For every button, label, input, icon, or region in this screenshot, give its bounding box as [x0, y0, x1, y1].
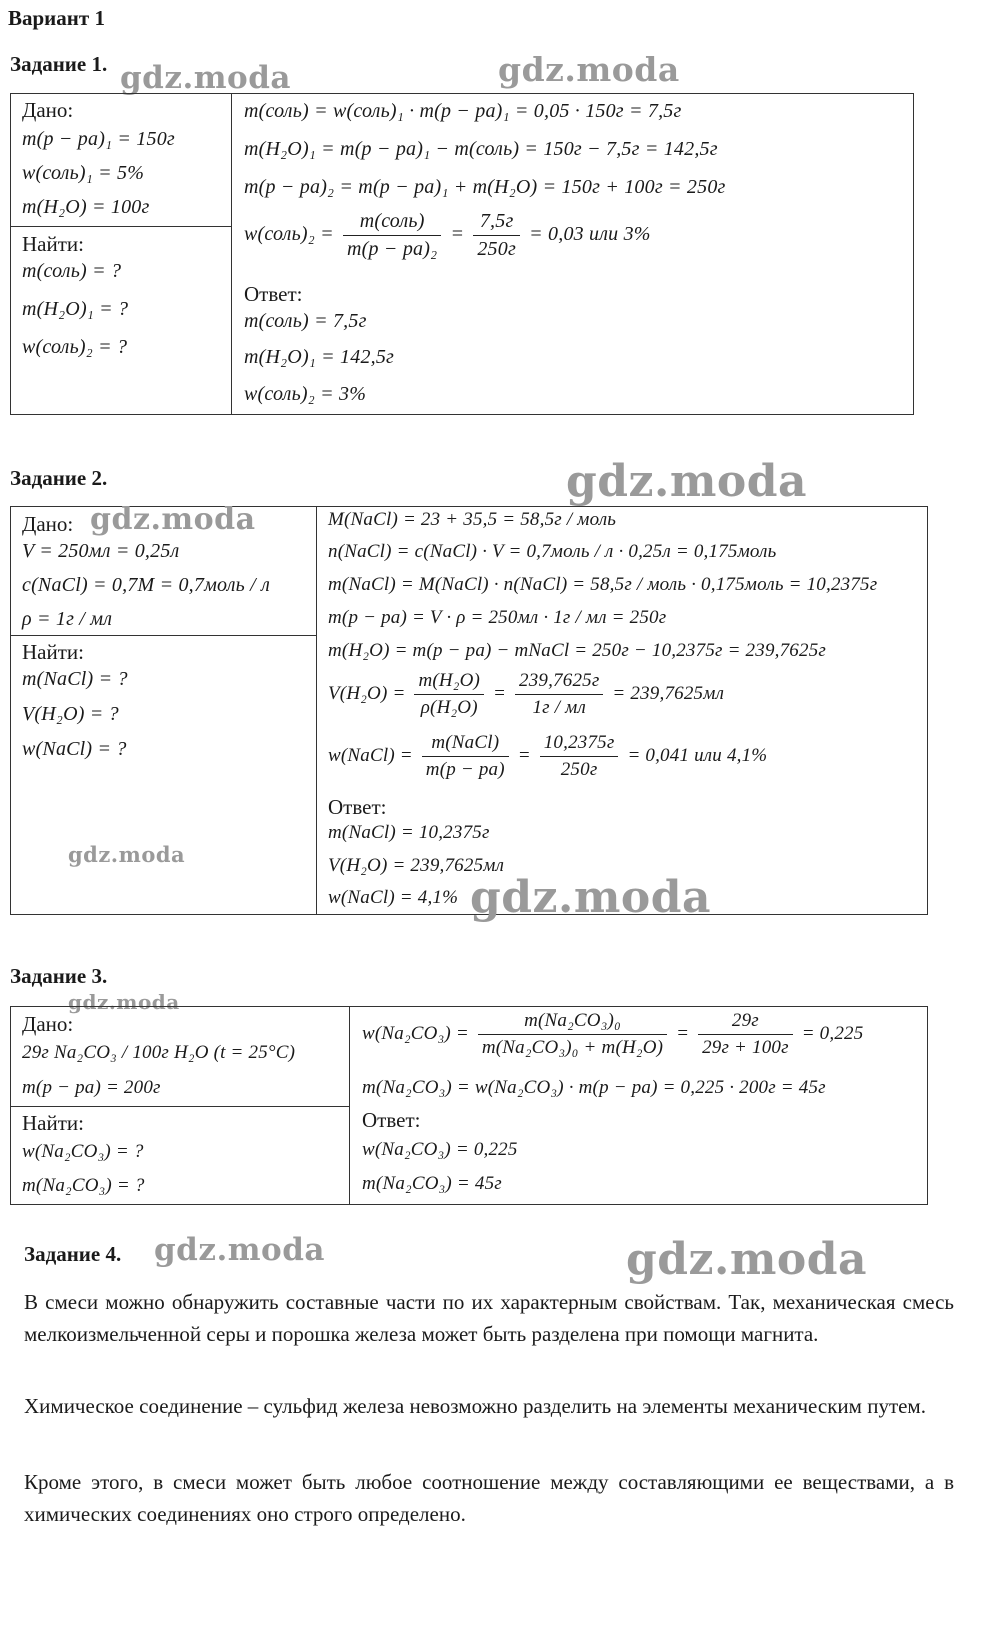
task4-paragraph: В смеси можно обнаружить составные части по их характерным свойствам. Так, механическая смесь мелкоизмельченной серы и порошка железа может быть разделена при помощи магнита.: [24, 1290, 954, 1346]
task3-find-item: w(Na₂CO₃) = ?: [22, 1141, 144, 1162]
task1-heading: Задание 1.: [10, 52, 108, 76]
task2-find-item: w(NaCl) = ?: [22, 738, 127, 760]
task2-find-item: V(H₂O) = ?: [22, 703, 119, 725]
task2-solution-line: n(NaCl) = c(NaCl) · V = 0,7моль / л · 0,25л = 0,175моль: [328, 541, 777, 562]
task1-given-label: Дано:: [22, 98, 74, 122]
task2-answer-label: Ответ:: [328, 795, 387, 819]
task2-solution-line: m(NaCl) = M(NaCl) · n(NaCl) = 58,5г / моль · 0,175моль = 10,2375г: [328, 574, 878, 595]
task3-answer-item: m(Na₂CO₃) = 45г: [362, 1173, 502, 1194]
task1-given-divider: [10, 226, 231, 227]
watermark: gdz.moda: [120, 60, 291, 96]
task4-paragraph: Кроме этого, в смеси может быть любое соотношение между составляющими ее веществами, а в химических соединениях оно строго определено.: [24, 1470, 954, 1526]
task2-given-item: ρ = 1г / мл: [22, 608, 113, 630]
task4-paragraph: Химическое соединение – сульфид железа невозможно разделить на элементы механическим путем.: [24, 1394, 926, 1418]
task2-given-divider: [10, 635, 316, 636]
task1-find-item: w(соль)₂ = ?: [22, 336, 128, 358]
task1-answer-item: w(соль)₂ = 3%: [244, 383, 367, 405]
task1-solution-line: m(H₂O)₁ = m(р − ра)₁ − m(соль) = 150г − 7,5г = 142,5г: [244, 138, 718, 160]
task2-fraction-line: w(NaCl) = $\frac{\text{m(NaCl)}}{m(р - ра)}$ = $\frac{10,2375г}{250г}$ = 0,041 или 4,1%: [328, 732, 768, 780]
task2-find-label: Найти:: [22, 640, 84, 664]
task3-given-item: 29г Na₂CO₃ / 100г H₂O (t = 25°C): [22, 1042, 296, 1063]
watermark: gdz.moda: [154, 1232, 325, 1268]
task2-given-item: c(NaCl) = 0,7M = 0,7моль / л: [22, 574, 271, 596]
task3-solution-line: m(Na₂CO₃) = w(Na₂CO₃) · m(р − ра) = 0,225 · 200г = 45г: [362, 1077, 826, 1098]
task2-solution-line: m(р − ра) = V · ρ = 250мл · 1г / мл = 250г: [328, 607, 667, 628]
task1-solution-line: m(соль) = w(соль)₁ · m(р − ра)₁ = 0,05 · 150г = 7,5г: [244, 100, 682, 122]
task3-column-divider: [349, 1006, 350, 1205]
task1-given-item: m(H₂O) = 100г: [22, 196, 150, 218]
watermark: gdz.moda: [68, 842, 186, 867]
task2-heading: Задание 2.: [10, 466, 108, 490]
variant-title: Вариант 1: [8, 6, 105, 30]
task3-given-divider: [10, 1106, 349, 1107]
task3-answer-item: w(Na₂CO₃) = 0,225: [362, 1139, 518, 1160]
watermark: gdz.moda: [68, 990, 180, 1014]
task2-solution-line: M(NaCl) = 23 + 35,5 = 58,5г / моль: [328, 509, 617, 530]
task1-find-label: Найти:: [22, 232, 84, 256]
task3-heading: Задание 3.: [10, 964, 108, 988]
task2-column-divider: [316, 506, 317, 915]
task1-answer-label: Ответ:: [244, 282, 303, 306]
task2-find-item: m(NaCl) = ?: [22, 668, 128, 690]
task1-answer-item: m(соль) = 7,5г: [244, 310, 367, 332]
task2-fraction-line: V(H₂O) = $\frac{\text{m(H₂O)}}{\text{ρ(H₂O)}}$ = $\frac{239,7625г}{1г / мл}$ = 239,7625мл: [328, 670, 725, 718]
watermark: gdz.moda: [498, 50, 680, 89]
task3-answer-label: Ответ:: [362, 1108, 421, 1132]
watermark: gdz.moda: [90, 502, 256, 537]
task2-answer-item: m(NaCl) = 10,2375г: [328, 822, 490, 843]
task3-given-label: Дано:: [22, 1012, 74, 1036]
task3-find-label: Найти:: [22, 1111, 84, 1135]
task1-fraction-line: w(соль)₂ = $\frac{\text{m(соль)}}{\text{m(р − ра)₂}}$ = $\frac{7,5г}{250г}$ = 0,03 или 3%: [244, 210, 651, 260]
task3-fraction-line: w(Na₂CO₃) = $\frac{\text{m(Na₂CO₃)₀}}{\text{m(Na₂CO₃)₀ + m(H₂O)}}$ = $\frac{29г}{29г + 100г}$ = 0,225: [362, 1010, 864, 1058]
task1-given-item: w(соль)₁ = 5%: [22, 162, 145, 184]
task4-heading: Задание 4.: [24, 1242, 122, 1266]
task2-answer-item: w(NaCl) = 4,1%: [328, 887, 459, 908]
watermark: gdz.moda: [566, 456, 808, 507]
task1-given-item: m(р − ра)₁ = 150г: [22, 128, 175, 150]
task1-column-divider: [231, 93, 232, 415]
task2-given-item: V = 250мл = 0,25л: [22, 540, 180, 562]
task1-answer-item: m(H₂O)₁ = 142,5г: [244, 346, 395, 368]
task2-answer-item: V(H₂O) = 239,7625мл: [328, 855, 505, 876]
task2-solution-line: m(H₂O) = m(р − ра) − mNaCl = 250г − 10,2375г = 239,7625г: [328, 640, 827, 661]
task1-find-item: m(H₂O)₁ = ?: [22, 298, 129, 320]
task1-find-item: m(соль) = ?: [22, 260, 122, 282]
task1-solution-line: m(р − ра)₂ = m(р − ра)₁ + m(H₂O) = 150г + 100г = 250г: [244, 176, 726, 198]
task2-given-label: Дано:: [22, 512, 74, 536]
task3-given-item: m(р − ра) = 200г: [22, 1077, 161, 1098]
watermark: gdz.moda: [626, 1234, 868, 1285]
task3-find-item: m(Na₂CO₃) = ?: [22, 1175, 145, 1196]
watermark: gdz.moda: [470, 872, 712, 923]
